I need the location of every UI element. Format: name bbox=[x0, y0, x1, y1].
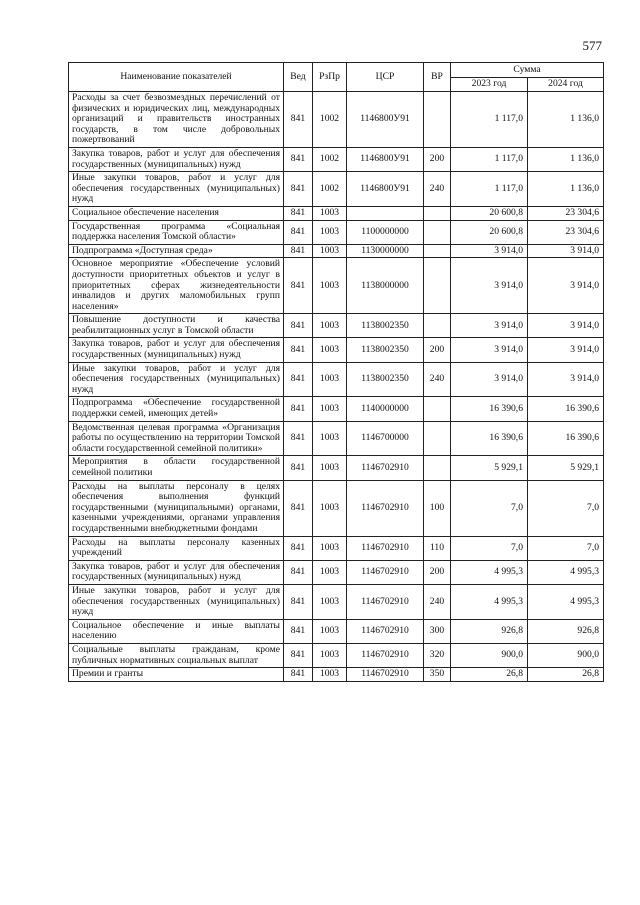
cell-ved: 841 bbox=[284, 397, 313, 421]
cell-name: Подпрограмма «Доступная среда» bbox=[69, 244, 284, 258]
cell-sum-2023: 7,0 bbox=[451, 480, 528, 536]
cell-name: Расходы за счет безвозмездных перечислений от физических и юридических лиц, международных организаций и правительств иностранных государств, в том числе добровольных пожертвований bbox=[69, 92, 284, 148]
cell-ved: 841 bbox=[284, 668, 313, 682]
cell-sum-2024: 26,8 bbox=[528, 668, 604, 682]
cell-rzpr: 1003 bbox=[313, 560, 347, 584]
table-row bbox=[69, 668, 604, 682]
table-row bbox=[69, 206, 604, 220]
header-rzpr: РзПр bbox=[313, 63, 347, 92]
cell-rzpr: 1002 bbox=[313, 92, 347, 148]
cell-sum-2024: 4 995,3 bbox=[528, 584, 604, 619]
cell-sum-2023: 3 914,0 bbox=[451, 258, 528, 314]
table-row bbox=[69, 314, 604, 338]
cell-vr: 100 bbox=[424, 480, 451, 536]
cell-csr bbox=[347, 206, 424, 220]
cell-sum-2024: 7,0 bbox=[528, 536, 604, 560]
cell-ved: 841 bbox=[284, 338, 313, 362]
cell-csr: 1146700000 bbox=[347, 421, 424, 456]
cell-sum-2023: 926,8 bbox=[451, 619, 528, 643]
table-row bbox=[69, 456, 604, 480]
table-row bbox=[69, 338, 604, 362]
cell-sum-2023: 5 929,1 bbox=[451, 456, 528, 480]
cell-sum-2024: 3 914,0 bbox=[528, 362, 604, 397]
cell-name: Основное мероприятие «Обеспечение условий доступности приоритетных объектов и услуг в приоритетных сферах жизнедеятельности инвалидов и других маломобильных групп населения» bbox=[69, 258, 284, 314]
header-sum: Сумма bbox=[451, 63, 604, 78]
cell-sum-2024: 3 914,0 bbox=[528, 258, 604, 314]
cell-rzpr: 1003 bbox=[313, 643, 347, 667]
table-row bbox=[69, 584, 604, 619]
cell-csr: 1146800У91 bbox=[347, 92, 424, 148]
cell-csr: 1146702910 bbox=[347, 643, 424, 667]
cell-sum-2024: 16 390,6 bbox=[528, 421, 604, 456]
budget-table bbox=[68, 62, 604, 682]
cell-rzpr: 1003 bbox=[313, 619, 347, 643]
cell-sum-2024: 23 304,6 bbox=[528, 220, 604, 244]
cell-name: Ведомственная целевая программа «Организация работы по осуществлению на территории Томской области государственной семейной политики» bbox=[69, 421, 284, 456]
cell-vr: 240 bbox=[424, 362, 451, 397]
cell-sum-2024: 3 914,0 bbox=[528, 314, 604, 338]
cell-vr bbox=[424, 220, 451, 244]
cell-vr bbox=[424, 397, 451, 421]
cell-sum-2023: 900,0 bbox=[451, 643, 528, 667]
cell-vr: 110 bbox=[424, 536, 451, 560]
cell-vr bbox=[424, 421, 451, 456]
cell-csr: 1100000000 bbox=[347, 220, 424, 244]
cell-sum-2024: 3 914,0 bbox=[528, 338, 604, 362]
cell-sum-2023: 3 914,0 bbox=[451, 314, 528, 338]
cell-ved: 841 bbox=[284, 584, 313, 619]
cell-csr: 1146702910 bbox=[347, 480, 424, 536]
cell-csr: 1146800У91 bbox=[347, 172, 424, 207]
header-csr: ЦСР bbox=[347, 63, 424, 92]
cell-sum-2024: 4 995,3 bbox=[528, 560, 604, 584]
cell-vr bbox=[424, 244, 451, 258]
cell-rzpr: 1003 bbox=[313, 480, 347, 536]
cell-vr bbox=[424, 258, 451, 314]
cell-ved: 841 bbox=[284, 147, 313, 171]
cell-csr: 1146702910 bbox=[347, 560, 424, 584]
cell-ved: 841 bbox=[284, 560, 313, 584]
cell-sum-2023: 4 995,3 bbox=[451, 560, 528, 584]
cell-sum-2023: 16 390,6 bbox=[451, 397, 528, 421]
cell-rzpr: 1003 bbox=[313, 536, 347, 560]
cell-vr bbox=[424, 92, 451, 148]
cell-sum-2023: 3 914,0 bbox=[451, 338, 528, 362]
cell-sum-2023: 1 117,0 bbox=[451, 147, 528, 171]
cell-rzpr: 1003 bbox=[313, 206, 347, 220]
header-ved: Вед bbox=[284, 63, 313, 92]
cell-rzpr: 1003 bbox=[313, 421, 347, 456]
cell-name: Социальные выплаты гражданам, кроме публичных нормативных социальных выплат bbox=[69, 643, 284, 667]
header-vr: ВР bbox=[424, 63, 451, 92]
table-row bbox=[69, 560, 604, 584]
cell-csr: 1146702910 bbox=[347, 584, 424, 619]
cell-sum-2024: 926,8 bbox=[528, 619, 604, 643]
cell-vr: 240 bbox=[424, 584, 451, 619]
cell-sum-2024: 1 136,0 bbox=[528, 172, 604, 207]
cell-ved: 841 bbox=[284, 362, 313, 397]
cell-ved: 841 bbox=[284, 206, 313, 220]
cell-name: Мероприятия в области государственной семейной политики bbox=[69, 456, 284, 480]
cell-name: Государственная программа «Социальная поддержка населения Томской области» bbox=[69, 220, 284, 244]
cell-sum-2023: 1 117,0 bbox=[451, 92, 528, 148]
cell-rzpr: 1003 bbox=[313, 314, 347, 338]
cell-name: Подпрограмма «Обеспечение государственной поддержки семей, имеющих детей» bbox=[69, 397, 284, 421]
cell-sum-2024: 16 390,6 bbox=[528, 397, 604, 421]
cell-vr: 320 bbox=[424, 643, 451, 667]
cell-vr bbox=[424, 456, 451, 480]
cell-rzpr: 1003 bbox=[313, 397, 347, 421]
cell-sum-2023: 1 117,0 bbox=[451, 172, 528, 207]
cell-name: Закупка товаров, работ и услуг для обеспечения государственных (муниципальных) нужд bbox=[69, 147, 284, 171]
cell-ved: 841 bbox=[284, 92, 313, 148]
header-2023: 2023 год bbox=[451, 78, 528, 92]
cell-ved: 841 bbox=[284, 619, 313, 643]
table-row bbox=[69, 244, 604, 258]
cell-sum-2024: 5 929,1 bbox=[528, 456, 604, 480]
cell-sum-2024: 1 136,0 bbox=[528, 147, 604, 171]
cell-rzpr: 1003 bbox=[313, 220, 347, 244]
cell-sum-2024: 900,0 bbox=[528, 643, 604, 667]
cell-name: Иные закупки товаров, работ и услуг для обеспечения государственных (муниципальных) нужд bbox=[69, 362, 284, 397]
cell-sum-2023: 20 600,8 bbox=[451, 220, 528, 244]
cell-name: Социальное обеспечение и иные выплаты населению bbox=[69, 619, 284, 643]
table-body bbox=[69, 92, 604, 682]
cell-vr: 300 bbox=[424, 619, 451, 643]
cell-csr: 1138002350 bbox=[347, 314, 424, 338]
table-row bbox=[69, 397, 604, 421]
cell-ved: 841 bbox=[284, 244, 313, 258]
cell-name: Расходы на выплаты персоналу в целях обеспечения выполнения функций государственными (муниципальными) органами, казенными учреждениями, органами управления государственными внебюджетными фондами bbox=[69, 480, 284, 536]
table-row bbox=[69, 220, 604, 244]
cell-name: Расходы на выплаты персоналу казенных учреждений bbox=[69, 536, 284, 560]
cell-csr: 1146800У91 bbox=[347, 147, 424, 171]
cell-vr: 350 bbox=[424, 668, 451, 682]
cell-ved: 841 bbox=[284, 172, 313, 207]
cell-sum-2023: 4 995,3 bbox=[451, 584, 528, 619]
cell-ved: 841 bbox=[284, 220, 313, 244]
cell-name: Премии и гранты bbox=[69, 668, 284, 682]
cell-vr: 200 bbox=[424, 147, 451, 171]
cell-csr: 1138002350 bbox=[347, 362, 424, 397]
cell-rzpr: 1002 bbox=[313, 172, 347, 207]
header-name: Наименование показателей bbox=[69, 63, 284, 92]
cell-sum-2023: 26,8 bbox=[451, 668, 528, 682]
table-row bbox=[69, 92, 604, 148]
cell-name: Иные закупки товаров, работ и услуг для обеспечения государственных (муниципальных) нужд bbox=[69, 584, 284, 619]
cell-vr bbox=[424, 314, 451, 338]
cell-ved: 841 bbox=[284, 536, 313, 560]
cell-sum-2024: 3 914,0 bbox=[528, 244, 604, 258]
cell-csr: 1146702910 bbox=[347, 456, 424, 480]
cell-csr: 1146702910 bbox=[347, 619, 424, 643]
cell-rzpr: 1003 bbox=[313, 258, 347, 314]
cell-rzpr: 1003 bbox=[313, 584, 347, 619]
table-row bbox=[69, 172, 604, 207]
cell-vr: 200 bbox=[424, 560, 451, 584]
cell-name: Закупка товаров, работ и услуг для обеспечения государственных (муниципальных) нужд bbox=[69, 560, 284, 584]
cell-name: Закупка товаров, работ и услуг для обеспечения государственных (муниципальных) нужд bbox=[69, 338, 284, 362]
table-row bbox=[69, 619, 604, 643]
cell-rzpr: 1002 bbox=[313, 147, 347, 171]
cell-sum-2024: 1 136,0 bbox=[528, 92, 604, 148]
cell-ved: 841 bbox=[284, 258, 313, 314]
cell-csr: 1138000000 bbox=[347, 258, 424, 314]
cell-csr: 1146702910 bbox=[347, 668, 424, 682]
header-2024: 2024 год bbox=[528, 78, 604, 92]
table-row bbox=[69, 362, 604, 397]
cell-sum-2023: 3 914,0 bbox=[451, 362, 528, 397]
cell-vr bbox=[424, 206, 451, 220]
cell-sum-2024: 7,0 bbox=[528, 480, 604, 536]
cell-ved: 841 bbox=[284, 421, 313, 456]
cell-rzpr: 1003 bbox=[313, 456, 347, 480]
cell-csr: 1138002350 bbox=[347, 338, 424, 362]
cell-sum-2023: 20 600,8 bbox=[451, 206, 528, 220]
cell-sum-2024: 23 304,6 bbox=[528, 206, 604, 220]
cell-name: Социальное обеспечение населения bbox=[69, 206, 284, 220]
table-row bbox=[69, 480, 604, 536]
cell-name: Иные закупки товаров, работ и услуг для обеспечения государственных (муниципальных) нужд bbox=[69, 172, 284, 207]
cell-name: Повышение доступности и качества реабилитационных услуг в Томской области bbox=[69, 314, 284, 338]
cell-rzpr: 1003 bbox=[313, 362, 347, 397]
cell-ved: 841 bbox=[284, 480, 313, 536]
cell-csr: 1146702910 bbox=[347, 536, 424, 560]
cell-ved: 841 bbox=[284, 643, 313, 667]
cell-sum-2023: 16 390,6 bbox=[451, 421, 528, 456]
cell-rzpr: 1003 bbox=[313, 244, 347, 258]
cell-ved: 841 bbox=[284, 456, 313, 480]
cell-ved: 841 bbox=[284, 314, 313, 338]
table-row bbox=[69, 258, 604, 314]
cell-csr: 1130000000 bbox=[347, 244, 424, 258]
table-row bbox=[69, 421, 604, 456]
cell-csr: 1140000000 bbox=[347, 397, 424, 421]
table-row bbox=[69, 643, 604, 667]
cell-vr: 240 bbox=[424, 172, 451, 207]
table-row bbox=[69, 536, 604, 560]
cell-vr: 200 bbox=[424, 338, 451, 362]
cell-rzpr: 1003 bbox=[313, 338, 347, 362]
cell-sum-2023: 3 914,0 bbox=[451, 244, 528, 258]
cell-sum-2023: 7,0 bbox=[451, 536, 528, 560]
page-number: 577 bbox=[582, 38, 602, 53]
cell-rzpr: 1003 bbox=[313, 668, 347, 682]
table-row bbox=[69, 147, 604, 171]
